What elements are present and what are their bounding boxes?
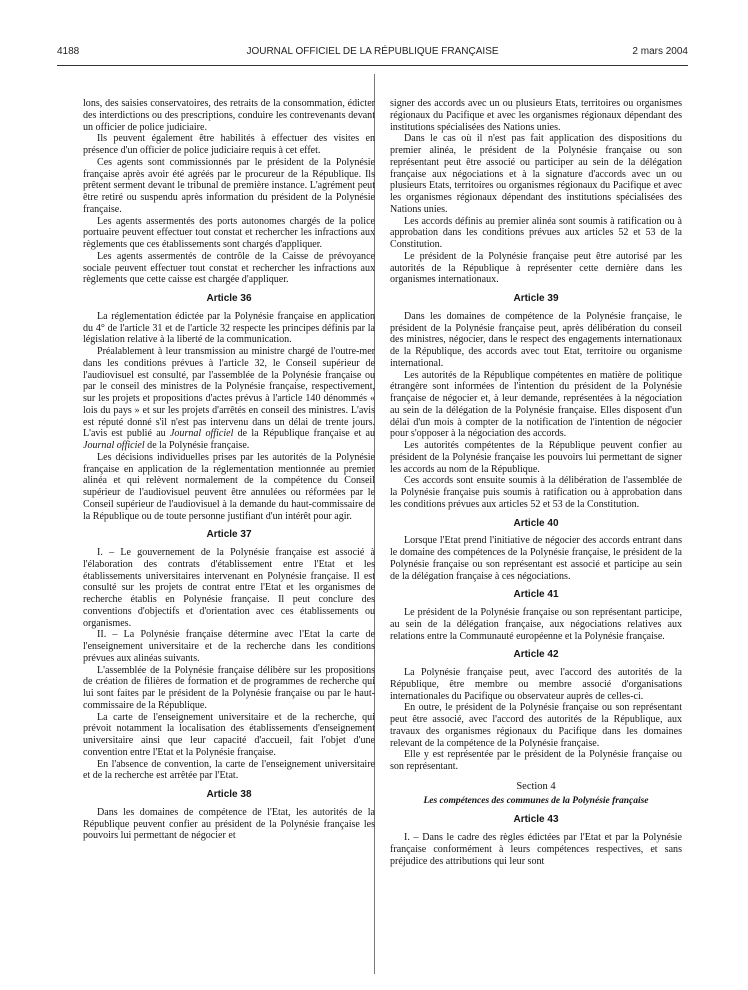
paragraph: Les autorités compétentes de la République peuvent confier au président de la Polynésie française les pouvoirs lui permettant de signer les accords au nom de la République. — [390, 440, 682, 475]
paragraph: II. – La Polynésie française détermine avec l'Etat la carte de l'enseignement universitaire et de la recherche dans les conditions prévues aux alinéas suivants. — [83, 629, 375, 664]
page-number: 4188 — [57, 46, 80, 57]
paragraph: Lorsque l'Etat prend l'initiative de négocier des accords entrant dans le domaine des compétences de la Polynésie française, le président de la Polynésie française ou son représentant est associé et participe au sein de la délégation française à ces négociations. — [390, 535, 682, 582]
section-label: Section 4 — [516, 780, 556, 792]
article-heading: Article 43 — [513, 814, 559, 826]
header-rule — [57, 65, 688, 66]
paragraph: I. – Dans le cadre des règles édictées par l'Etat et par la Polynésie française conformément à leurs compétences respectives, et sans préjudice des attributions qui leur sont — [390, 832, 682, 867]
text-run: de la République française et au — [233, 428, 375, 440]
paragraph: Les autorités de la République compétentes en matière de politique étrangère sont informées de l'intention du président de la Polynésie française de négocier et, à leur demande, représentées à la négociation au sein de la délégation de la Polynésie française. Elles disposent d'un délai d'un mois à compter de la notification de l'intention de négocier pour s'opposer à la négociation des accords. — [390, 369, 682, 440]
paragraph: Dans les domaines de compétence de la Polynésie française, le président de la Polynésie française peut, après délibération du conseil des ministres, négocier, dans le respect des engagements internationaux de la République, des accords avec tout Etat, territoire ou organisme international. — [390, 310, 682, 369]
paragraph: Les accords définis au premier alinéa sont soumis à ratification ou à approbation dans les conditions prévues aux articles 52 et 53 de la Constitution. — [390, 215, 682, 250]
paragraph — [83, 346, 375, 452]
left-column — [83, 98, 375, 842]
section-title: Les compétences des communes de la Polynésie française — [423, 795, 649, 806]
text-run: de la Polynésie française. — [144, 440, 250, 451]
paragraph: Les agents assermentés de contrôle de la Caisse de prévoyance sociale peuvent effectuer tout constat et rechercher les infractions aux règlements que cette caisse est chargée d'appliquer. — [83, 250, 375, 286]
paragraph: Le président de la Polynésie française peut être autorisé par les autorités de la République à représenter cette dernière dans les organismes internationaux. — [390, 250, 682, 286]
paragraph: Le président de la Polynésie française ou son représentant participe, au sein de la délégation française, aux négociations relatives aux relations entre la Communauté européenne et la Polynésie française. — [390, 607, 682, 642]
text-run: Préalablement à leur transmission au ministre chargé de l'outre-mer dans les conditions prévues à l'article 32, le Conseil supérieur de l'audiovisuel est consulté, par l'assemblée de la Polynésie française ou par le conseil des ministres de la Polynésie française, respectivement, sur les projets et propositions d'actes prévus à l'article 140 dénommés « lois du pays » et sur les projets d'arrêtés en conseil des ministres. L'avis est réputé donné s'il n'est pas intervenu dans un délai de trente jours. L'avis est publié au — [83, 346, 375, 440]
paragraph: Dans les domaines de compétence de l'Etat, les autorités de la République peuvent confier au président de la Polynésie française les pouvoirs lui permettant de négocier et — [83, 806, 375, 842]
paragraph: lons, des saisies conservatoires, des retraits de la consommation, édicter des interdictions ou des prescriptions, conduire les contrevenants devant un officier de police judiciaire. — [83, 98, 375, 133]
journal-name-italic: Journal officiel — [83, 440, 145, 451]
article-heading: Article 37 — [206, 529, 252, 541]
paragraph: L'assemblée de la Polynésie française délibère sur les propositions de création de filières de formation et de programmes de recherche qui lui sont faites par le président de la Polynésie française ou par le haut-commissaire de la République. — [83, 664, 375, 711]
paragraph: Les agents assermentés des ports autonomes chargés de la police portuaire peuvent effectuer tout constat et rechercher les infractions aux règlements que ces établissements sont chargés d'appliquer. — [83, 215, 375, 250]
paragraph: Ils peuvent également être habilités à effectuer des visites en présence d'un officier de police judiciaire requis à cet effet. — [83, 133, 375, 156]
page-header — [57, 40, 688, 58]
article-heading: Article 39 — [513, 293, 559, 304]
article-heading: Article 41 — [513, 589, 559, 601]
paragraph: La carte de l'enseignement universitaire et de la recherche, qui prévoit notamment la localisation des établissements d'enseignement universitaire ainsi que leur capacité d'accueil, fait l'objet d'une convention entre l'Etat et la Polynésie française. — [83, 711, 375, 758]
paragraph: En l'absence de convention, la carte de l'enseignement universitaire et de la recherche est arrêtée par l'Etat. — [83, 758, 375, 782]
paragraph: La réglementation édictée par la Polynésie française en application du 4° de l'article 31 et de l'article 32 respecte les principes définis par la législation relative à la liberté de la communication. — [83, 310, 375, 346]
paragraph: En outre, le président de la Polynésie française ou son représentant peut être associé, avec l'accord des autorités de la République, aux travaux des organismes régionaux du Pacifique dans les domaines relevant de la compétence de la Polynésie française. — [390, 702, 682, 749]
paragraph: I. – Le gouvernement de la Polynésie française est associé à l'élaboration des contrats d'établissement entre l'Etat et les établissements universitaires intervenant en Polynésie française. Il est consulté sur les projets de contrat entre l'Etat et les organismes de recherche établis en Polynésie française. Il peut conclure des conventions d'objectifs et d'orientation avec ces établissements ou organismes. — [83, 547, 375, 629]
right-column — [390, 98, 682, 867]
paragraph: La Polynésie française peut, avec l'accord des autorités de la République, être membre ou membre associé d'organisations internationales du Pacifique ou observateur auprès de celles-ci. — [390, 667, 682, 702]
paragraph: Ces agents sont commissionnés par le président de la Polynésie française après avoir été agréés par le procureur de la République. Ils prêtent serment devant le tribunal de première instance. L'agrément peut être retiré ou suspendu après information du président de la Polynésie française. — [83, 156, 375, 215]
article-heading: Article 38 — [206, 789, 252, 800]
journal-title: JOURNAL OFFICIEL DE LA RÉPUBLIQUE FRANÇAISE — [246, 46, 499, 57]
paragraph: signer des accords avec un ou plusieurs Etats, territoires ou organismes régionaux du Pacifique et avec les organismes régionaux dépendant des institutions spécialisées des Nations unies. — [390, 98, 682, 133]
issue-date: 2 mars 2004 — [632, 46, 688, 57]
paragraph: Les décisions individuelles prises par les autorités de la Polynésie française en application de la réglementation mentionnée au premier alinéa et qui relèvent normalement de la compétence du Conseil supérieur de l'audiovisuel peuvent être annulées ou réformées par le Conseil supérieur de l'audiovisuel à la demande du haut-commissaire de la République ou de toute personne justifiant d'un intérêt pour agir. — [83, 451, 375, 522]
paragraph: Ces accords sont ensuite soumis à la délibération de l'assemblée de la Polynésie française puis soumis à ratification ou à approbation dans les conditions prévues aux articles 52 et 53 de la Constitution. — [390, 475, 682, 510]
paragraph: Dans le cas où il n'est pas fait application des dispositions du premier alinéa, le président de la Polynésie française ou son représentant peut être associé ou participer au sein de la délégation française aux négociations et à la signature d'accords avec un ou plusieurs Etats, territoires ou organismes régionaux du Pacifique et avec les organismes régionaux dépendant des institutions spécialisées des Nations unies. — [390, 133, 682, 215]
article-heading: Article 40 — [513, 517, 559, 529]
article-heading: Article 42 — [513, 649, 559, 661]
journal-name-italic: Journal officiel — [169, 428, 234, 440]
paragraph: Elle y est représentée par le président de la Polynésie française ou son représentant. — [390, 749, 682, 772]
article-heading: Article 36 — [206, 293, 252, 304]
